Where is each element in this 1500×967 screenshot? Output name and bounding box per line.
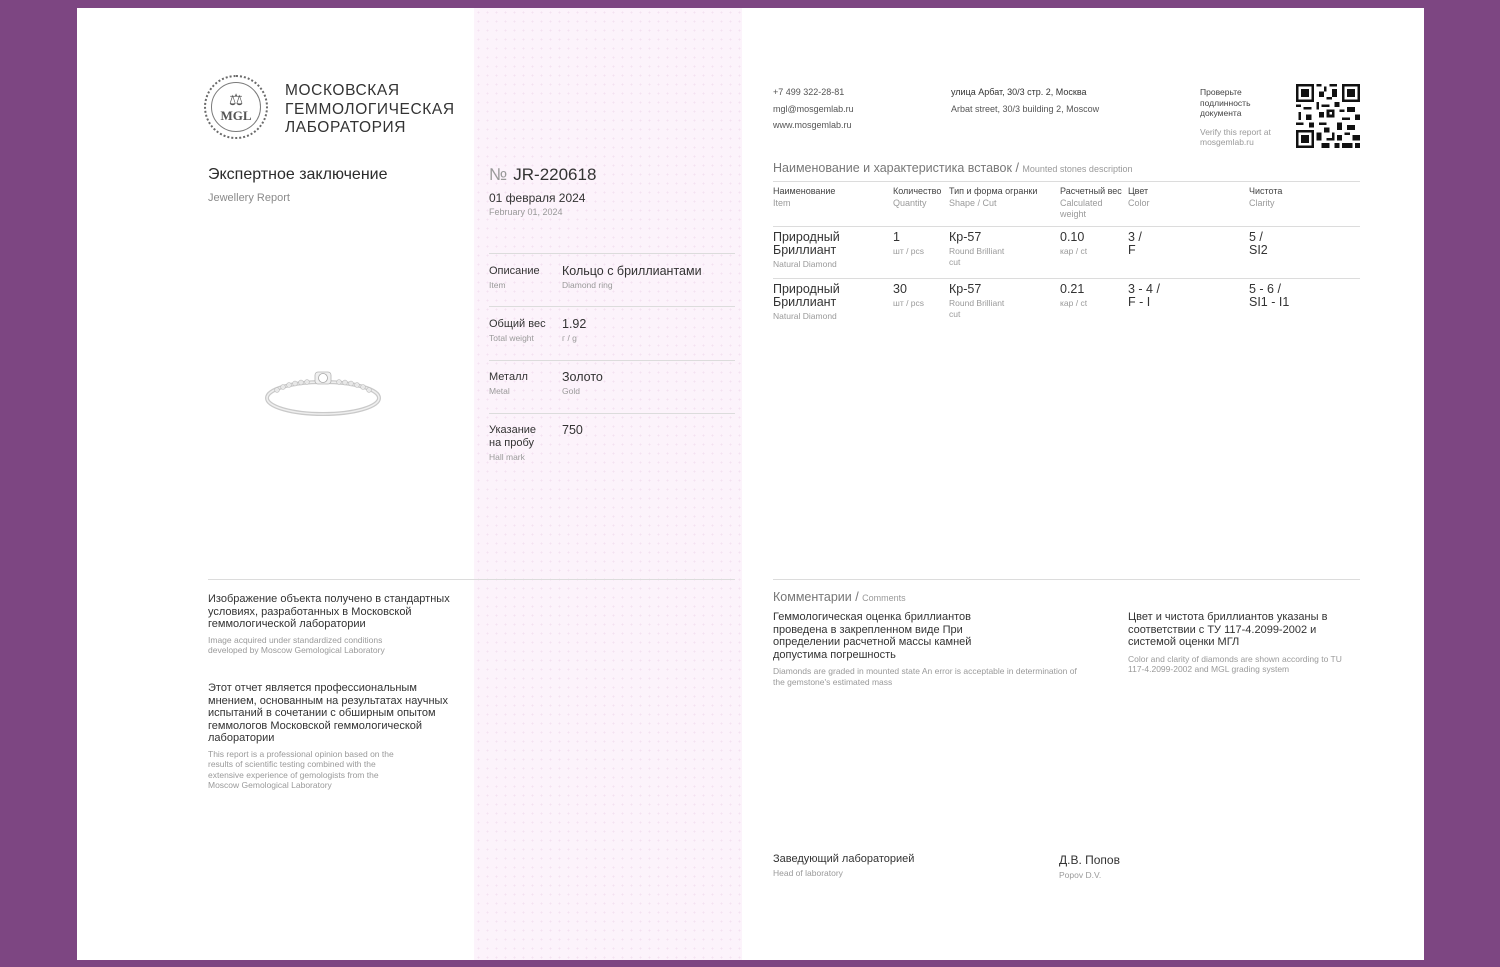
field-metal: [489, 371, 559, 397]
stones-heading-en: Mounted stones description: [1022, 164, 1133, 174]
column-header-item: [773, 186, 835, 209]
opinion-note-ru: Этот отчет является профессиональным мнением, основанным на результатах научных испытаний в сочетании с обширным опытом геммологов Московской геммологической лаборатории: [208, 682, 448, 744]
clarity-en: SI1 - I1: [1249, 295, 1290, 309]
cell-item: Природный Бриллиант: [773, 282, 840, 309]
lab-name-line: ГЕММОЛОГИЧЕСКАЯ: [285, 100, 455, 118]
email: mgl@mosgemlab.ru: [773, 103, 854, 114]
cell-item-en: Natural Diamond: [773, 259, 837, 269]
column-header-color: [1128, 186, 1150, 209]
lab-name-line: МОСКОВСКАЯ: [285, 82, 400, 99]
field-label: Металл: [489, 371, 528, 383]
lab-name-line: ЛАБОРАТОРИЯ: [285, 119, 407, 136]
color-ru: 3 /: [1128, 230, 1142, 244]
table-row: [773, 283, 873, 322]
divider: [773, 579, 1360, 580]
cell-color: [1128, 283, 1160, 309]
header-en: Shape / Cut: [949, 197, 997, 208]
comment-right-ru: Цвет и чистота бриллиантов указаны в соответствии с ТУ 117-4.2099-2002 и системой оценки МГЛ: [1128, 611, 1328, 648]
clarity-ru: 5 /: [1249, 230, 1263, 244]
column-header-clarity: [1249, 186, 1282, 209]
header-en: Color: [1128, 197, 1150, 208]
color-en: F: [1128, 243, 1136, 257]
signature-role-ru: Заведующий лабораторией: [773, 853, 915, 865]
quantity-unit: шт / pcs: [893, 298, 925, 308]
report-sheet: [77, 8, 1424, 960]
cell-quantity: [893, 231, 924, 257]
lab-name: [285, 82, 455, 138]
field-label: Общий вес: [489, 318, 546, 330]
cut: Кр-57: [949, 230, 982, 244]
cell-cut: [949, 231, 1009, 267]
cell-item-en: Natural Diamond: [773, 311, 837, 321]
header-ru: Расчетный вес: [1060, 186, 1122, 196]
image-note-en: Image acquired under standardized conditions developed by Moscow Gemological Laboratory: [208, 634, 385, 655]
clarity-ru: 5 - 6 /: [1249, 282, 1281, 296]
header-en: Clarity: [1249, 197, 1275, 208]
ring-image: [265, 366, 381, 418]
quantity-unit: шт / pcs: [893, 246, 925, 256]
divider: [773, 278, 1360, 279]
signature-role-en: Head of laboratory: [773, 868, 843, 878]
verify-note: [1200, 87, 1278, 148]
address: [951, 84, 1099, 117]
comment-left-en: Diamonds are graded in mounted state An error is acceptable in determination of the gemstone's estimated mass: [773, 666, 1077, 687]
divider: [489, 253, 735, 254]
comments-heading-en: Comments: [862, 593, 906, 603]
color-ru: 3 - 4 /: [1128, 282, 1160, 296]
image-note-ru: Изображение объекта получено в стандартных условиях, разработанных в Московской геммологической лаборатории: [208, 593, 450, 630]
report-title: Экспертное заключение: [208, 166, 388, 183]
cut-en: Round Brilliant cut: [949, 246, 1005, 267]
field-value: 750: [562, 423, 583, 437]
website: www.mosgemlab.ru: [773, 120, 852, 130]
number-value: JR-220618: [513, 165, 597, 184]
field-value-en: Diamond ring: [562, 280, 613, 290]
field-value-en: Gold: [562, 386, 580, 396]
cell-clarity: [1249, 231, 1268, 257]
divider: [489, 360, 735, 361]
field-value: Кольцо с бриллиантами: [562, 264, 702, 278]
field-description: [489, 265, 559, 291]
image-note: [208, 593, 458, 656]
report-number: [489, 165, 596, 185]
address-en: Arbat street, 30/3 building 2, Moscow: [951, 103, 1100, 114]
field-value: 1.92: [562, 317, 587, 331]
field-metal-value: [562, 370, 603, 397]
address-ru: улица Арбат, 30/3 стр. 2, Москва: [951, 87, 1087, 97]
cell-clarity: [1249, 283, 1289, 309]
divider: [773, 226, 1360, 227]
field-description-value: [562, 264, 702, 291]
header-en: Item: [773, 197, 791, 208]
cell-weight: [1060, 283, 1087, 309]
field-hallmark: [489, 424, 549, 463]
weight-unit: кар / ct: [1060, 246, 1088, 256]
comment-left: [773, 611, 1083, 687]
field-label-en: Total weight: [489, 333, 534, 343]
header-en: Quantity: [893, 197, 927, 208]
stones-heading-ru: Наименование и характеристика вставок: [773, 161, 1012, 175]
phone: +7 499 322-28-81: [773, 87, 845, 97]
header-ru: Количество: [893, 186, 942, 196]
field-label: Описание: [489, 265, 540, 277]
header-ru: Цвет: [1128, 186, 1149, 196]
comments-heading: Комментарии / Comments: [773, 590, 906, 604]
clarity-en: SI2: [1249, 243, 1268, 257]
opinion-note-en: This report is a professional opinion based on the results of scientific testing combined with the extensive experience of gemologists from the Moscow Gemological Laboratory: [208, 748, 394, 790]
field-hallmark-value: [562, 423, 583, 437]
cell-weight: [1060, 231, 1087, 257]
opinion-note: [208, 682, 462, 791]
quantity: 1: [893, 230, 900, 244]
header-ru: Наименование: [773, 186, 836, 196]
field-label: Указание на пробу: [489, 424, 537, 449]
signature-name-en: Popov D.V.: [1059, 870, 1102, 880]
table-row: [773, 231, 873, 270]
report-date-en: February 01, 2024: [489, 207, 563, 217]
column-header-cut: [949, 186, 1037, 209]
qr-code-icon[interactable]: [1296, 84, 1360, 148]
column-header-quantity: [893, 186, 941, 209]
field-label-en: Hall mark: [489, 452, 525, 462]
contacts: [773, 84, 854, 134]
emblem-text: MGL: [220, 107, 252, 123]
scales-icon: ⚖: [228, 91, 244, 109]
divider: [489, 413, 735, 414]
field-value: Золото: [562, 370, 603, 384]
divider: [773, 181, 1360, 182]
comment-left-ru: Геммологическая оценка бриллиантов проведена в закрепленном виде При определении расчетной массы камней допустима погрешность: [773, 611, 972, 661]
comment-right-en: Color and clarity of diamonds are shown according to TU 117-4.2099-2002 and MGL grading system: [1128, 653, 1342, 674]
header-ru: Чистота: [1249, 186, 1283, 196]
divider: [208, 579, 735, 580]
field-label-en: Metal: [489, 386, 510, 396]
quantity: 30: [893, 282, 907, 296]
signature-name: [1059, 853, 1120, 881]
weight-unit: кар / ct: [1060, 298, 1088, 308]
number-prefix: №: [489, 165, 508, 184]
cell-item: Природный Бриллиант: [773, 230, 840, 257]
comment-right: [1128, 611, 1348, 675]
cell-cut: [949, 283, 1009, 319]
cut-en: Round Brilliant cut: [949, 298, 1005, 319]
mgl-emblem-icon: [204, 75, 268, 139]
field-value-en: г / g: [562, 333, 577, 343]
field-total-weight: [489, 318, 559, 344]
divider: [489, 306, 735, 307]
report-date: 01 февраля 2024: [489, 191, 586, 205]
comments-heading-ru: Комментарии: [773, 590, 852, 604]
report-title-en: Jewellery Report: [208, 192, 290, 204]
column-header-weight: [1060, 186, 1126, 221]
verify-ru: Проверьте подлинность документа: [1200, 87, 1251, 118]
cell-quantity: [893, 283, 924, 309]
signature-name-ru: Д.В. Попов: [1059, 853, 1120, 867]
header-en: Calculated weight: [1060, 197, 1103, 219]
cut: Кр-57: [949, 282, 982, 296]
stones-heading: Наименование и характеристика вставок / Mounted stones description: [773, 161, 1133, 175]
color-en: F - I: [1128, 295, 1151, 309]
header-ru: Тип и форма огранки: [949, 186, 1038, 196]
cell-color: [1128, 231, 1142, 257]
field-label-en: Item: [489, 280, 506, 290]
weight: 0.21: [1060, 282, 1085, 296]
signature-role: [773, 853, 914, 879]
decorative-band: [474, 8, 742, 960]
field-total-weight-value: [562, 317, 586, 344]
weight: 0.10: [1060, 230, 1085, 244]
verify-en: Verify this report at mosgemlab.ru: [1200, 126, 1271, 147]
